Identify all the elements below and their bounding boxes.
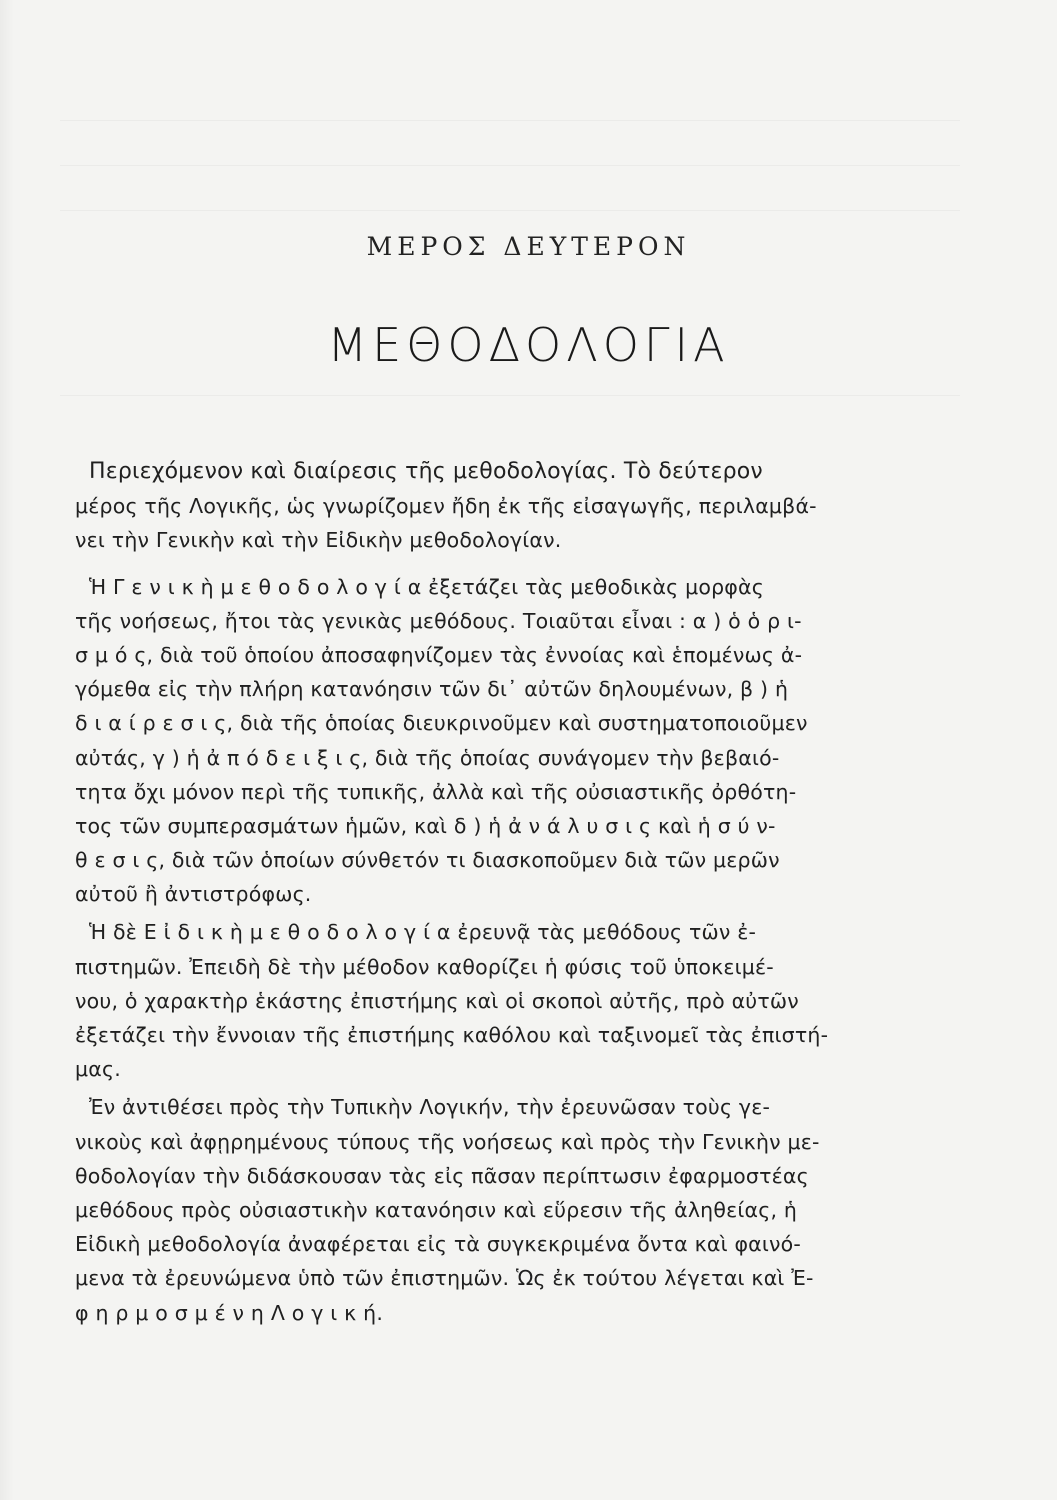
- text-line: μεθόδους πρὸς οὐσιαστικὴν κατανόησιν καὶ εὕρεσιν τῆς ἀληθείας, ἡ: [75, 1197, 798, 1222]
- text-line: γόμεθα εἰς τὴν πλήρη κατανόησιν τῶν δι᾽ αὐτῶν δηλουμένων, β ) ἡ: [75, 677, 789, 702]
- paragraph: [75, 915, 910, 1086]
- show-through-line: [60, 395, 960, 396]
- text-line: τῆς νοήσεως, ἤτοι τὰς γενικὰς μεθόδους. Τοιαῦται εἶναι : α ) ὁ ὁ ρ ι-: [75, 608, 802, 633]
- text-line: φ η ρ μ ο σ μ έ ν η Λ ο γ ι κ ή.: [75, 1300, 384, 1325]
- text-line: δ ι α ί ρ ε σ ι ς, διὰ τῆς ὁποίας διευκρινοῦμεν καὶ συστηματοποιοῦμεν: [75, 711, 808, 736]
- part-heading: ΜΕΡΟΣ ΔΕΥΤΕΡΟΝ: [366, 232, 691, 261]
- text-line: Εἰδικὴ μεθοδολογία ἀναφέρεται εἰς τὰ συγκεκριμένα ὄντα καὶ φαινό-: [75, 1232, 802, 1257]
- text-line: ἐξετάζει τὴν ἔννοιαν τῆς ἐπιστήμης καθόλου καὶ ταξινομεῖ τὰς ἐπιστή-: [75, 1023, 829, 1047]
- text-line: Ἡ Γ ε ν ι κ ὴ μ ε θ ο δ ο λ ο γ ί α ἐξετάζει τὰς μεθοδικὰς μορφὰς: [89, 574, 764, 599]
- text-line: αὐτοῦ ἢ ἀντιστρόφως.: [75, 882, 312, 907]
- text-line: Ἡ δὲ Ε ἰ δ ι κ ὴ μ ε θ ο δ ο λ ο γ ί α ἐρευνᾷ τὰς μεθόδους τῶν ἐ-: [89, 920, 757, 945]
- show-through-line: [60, 120, 960, 121]
- text-line: νου, ὁ χαρακτὴρ ἑκάστης ἐπιστήμης καὶ οἱ σκοποὶ αὐτῆς, πρὸ αὐτῶν: [75, 988, 799, 1013]
- text-line: μενα τὰ ἐρευνώμενα ὑπὸ τῶν ἐπιστημῶν. Ὡς ἐκ τούτου λέγεται καὶ Ἐ-: [75, 1266, 814, 1291]
- text-line: αὐτάς, γ ) ἡ ἀ π ό δ ε ι ξ ι ς, διὰ τῆς ὁποίας συνάγομεν τὴν βεβαιό-: [75, 745, 780, 770]
- show-through-line: [60, 165, 960, 166]
- text-line: νει τὴν Γενικὴν καὶ τὴν Εἰδικὴν μεθοδολογίαν.: [75, 528, 562, 553]
- body-text: [75, 455, 910, 1330]
- text-line: νικοὺς καὶ ἀφῃρημένους τύπους τῆς νοήσεως καὶ πρὸς τὴν Γενικὴν με-: [75, 1129, 820, 1154]
- text-line: πιστημῶν. Ἐπειδὴ δὲ τὴν μέθοδον καθορίζει ἡ φύσις τοῦ ὑποκειμέ-: [75, 954, 774, 979]
- text-line: μέρος τῆς Λογικῆς, ὡς γνωρίζομεν ἤδη ἐκ τῆς εἰσαγωγῆς, περιλαμβά-: [75, 494, 817, 519]
- paragraph: [75, 570, 910, 912]
- section-title: ΜΕΘΟΔΟΛΟΓΙΑ: [327, 318, 730, 372]
- text-line: θοδολογίαν τὴν διδάσκουσαν τὰς εἰς πᾶσαν περίπτωσιν ἐφαρμοστέας: [75, 1163, 809, 1188]
- text-line: Περιεχόμενον καὶ διαίρεσις τῆς μεθοδολογίας. Τὸ δεύτερον: [89, 459, 763, 484]
- paragraph: [75, 1090, 910, 1329]
- text-line: θ ε σ ι ς, διὰ τῶν ὁποίων σύνθετόν τι διασκοποῦμεν διὰ τῶν μερῶν: [75, 848, 780, 873]
- show-through-line: [60, 210, 960, 211]
- text-line: μας.: [75, 1057, 121, 1082]
- text-line: σ μ ό ς, διὰ τοῦ ὁποίου ἀποσαφηνίζομεν τὰς ἐννοίας καὶ ἑπομένως ἀ-: [75, 642, 803, 667]
- text-line: τος τῶν συμπερασμάτων ἡμῶν, καὶ δ ) ἡ ἀ ν ά λ υ σ ι ς καὶ ἡ σ ύ ν-: [75, 813, 776, 838]
- text-line: τητα ὄχι μόνον περὶ τῆς τυπικῆς, ἀλλὰ καὶ τῆς οὐσιαστικῆς ὀρθότη-: [75, 779, 797, 804]
- paragraph: [75, 455, 910, 558]
- text-line: Ἐν ἀντιθέσει πρὸς τὴν Τυπικὴν Λογικήν, τὴν ἐρευνῶσαν τοὺς γε-: [89, 1095, 771, 1120]
